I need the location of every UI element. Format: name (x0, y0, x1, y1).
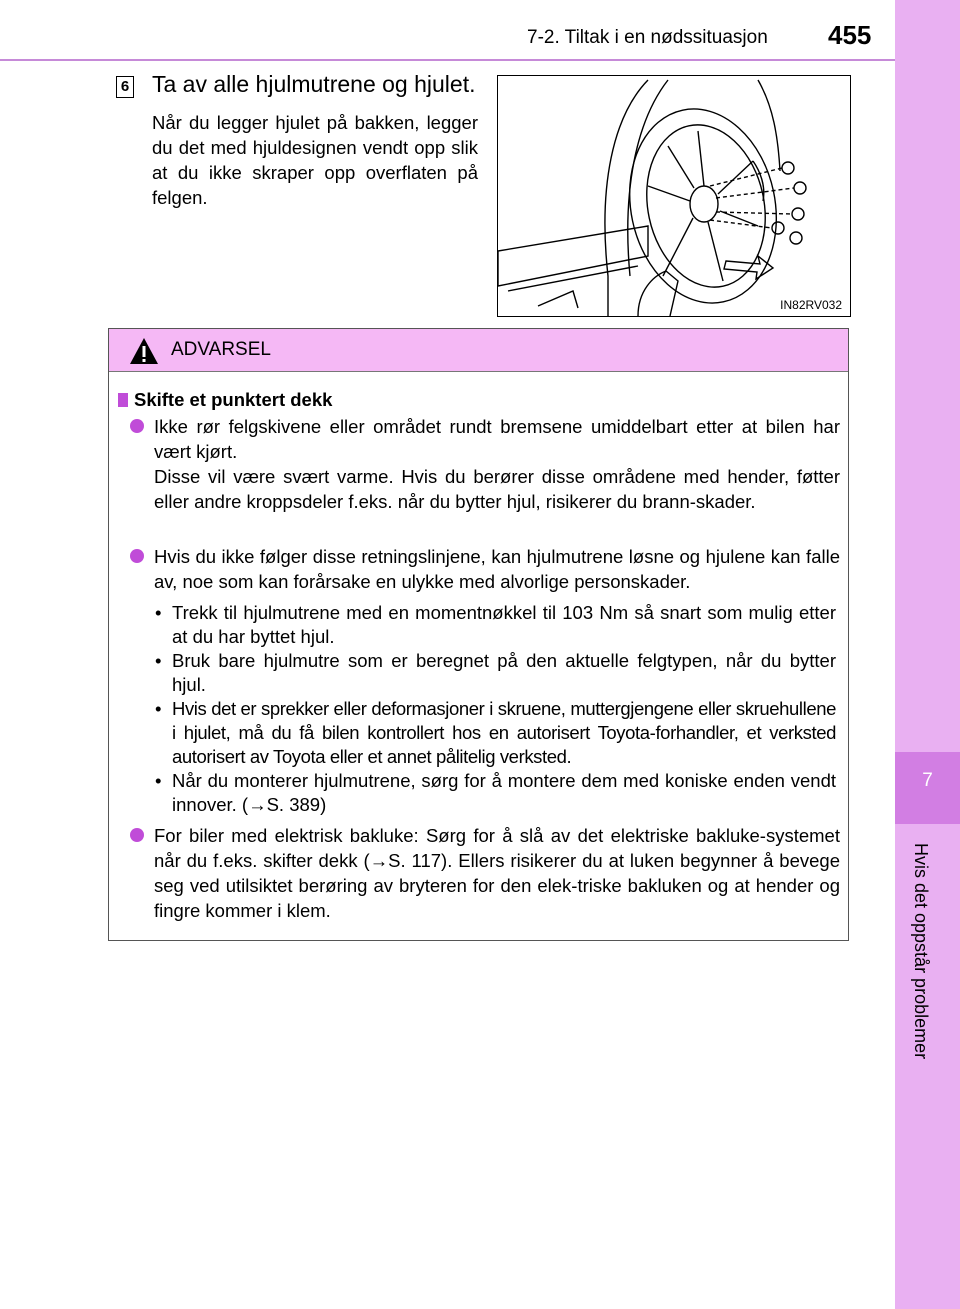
warning-title: ADVARSEL (171, 339, 271, 360)
warning-header (109, 329, 848, 372)
wheel-drawing (498, 76, 850, 316)
warning-sub-item-text: Trekk til hjulmutrene med en momentnøkkel til 103 Nm så snart som mulig etter at du har byttet hjul. (172, 602, 836, 647)
wheel-removal-illustration (497, 75, 851, 317)
chapter-side-tab (895, 0, 960, 1309)
circle-bullet-icon (130, 549, 144, 563)
sub-bullet-marker: • (155, 650, 162, 671)
sub-bullet-marker: • (155, 770, 162, 791)
warning-sub-item (155, 697, 836, 769)
square-bullet-icon (118, 393, 128, 407)
warning-triangle-icon (129, 337, 159, 365)
chapter-label: Hvis det oppstår problemer (911, 843, 931, 1060)
page-number: 455 (828, 20, 872, 50)
chapter-number: 7 (922, 770, 933, 791)
warning-bullet (130, 414, 840, 514)
illustration-code: IN82RV032 (780, 298, 842, 312)
sub-bullet-marker: • (155, 698, 162, 719)
step-number-badge: 6 (116, 76, 134, 98)
warning-bullet-text: For biler med elektrisk bakluke: Sørg for å slå av det elektriske bakluke-systemet når du f.eks. skifter dekk (→S. 117). Ellers risikerer du at luken begynner å bevege seg ved utilsiktet berøring av bryteren for den elek-triske bakluken og at hender og fingre kommer i klem. (154, 825, 840, 921)
circle-bullet-icon (130, 419, 144, 433)
step-description: Når du legger hjulet på bakken, legger du det med hjuldesignen vendt opp slik at du ikke skraper opp overflaten på felgen. (152, 112, 478, 208)
warning-sub-item-text: Bruk bare hjulmutre som er beregnet på den aktuelle felgtypen, når du bytter hjul. (172, 650, 836, 695)
warning-sub-item (155, 649, 836, 697)
warning-bullet-text: Hvis du ikke følger disse retningslinjene, kan hjulmutrene løsne og hjulene kan falle av, noe som kan forårsake en ulykke med alvorlige personskader. (154, 546, 840, 592)
circle-bullet-icon (130, 828, 144, 842)
section-title: 7-2. Tiltak i en nødssituasjon (527, 27, 768, 48)
warning-bullet (130, 544, 840, 594)
warning-sub-item (155, 769, 836, 817)
sub-bullet-marker: • (155, 602, 162, 623)
warning-sub-item-text: Når du monterer hjulmutrene, sørg for å montere dem med koniske enden vendt innover. (→S. 389) (172, 770, 836, 815)
warning-sub-item (155, 601, 836, 649)
step-title: Ta av alle hjulmutrene og hjulet. (152, 71, 476, 97)
warning-bullet-text: Ikke rør felgskivene eller området rundt bremsene umiddelbart etter at bilen har vært kjørt. (154, 416, 840, 462)
warning-sub-item-text: Hvis det er sprekker eller deformasjoner i skruene, muttergjengene eller skruehullene i hjulet, må du få bilen kontrollert hos en autorisert Toyota-forhandler, et verksted autorisert av Toyota eller et annet pålitelig verksted. (172, 698, 836, 767)
warning-bullet-text: Disse vil være svært varme. Hvis du berører disse områdene med hender, føtter eller andre kroppsdeler f.eks. når du bytter hjul, risikerer du brann-skader. (154, 466, 840, 512)
warning-bullet (130, 823, 840, 923)
warning-section-heading-text: Skifte et punktert dekk (134, 389, 333, 410)
warning-section-heading (118, 389, 332, 411)
header-divider (0, 59, 895, 61)
